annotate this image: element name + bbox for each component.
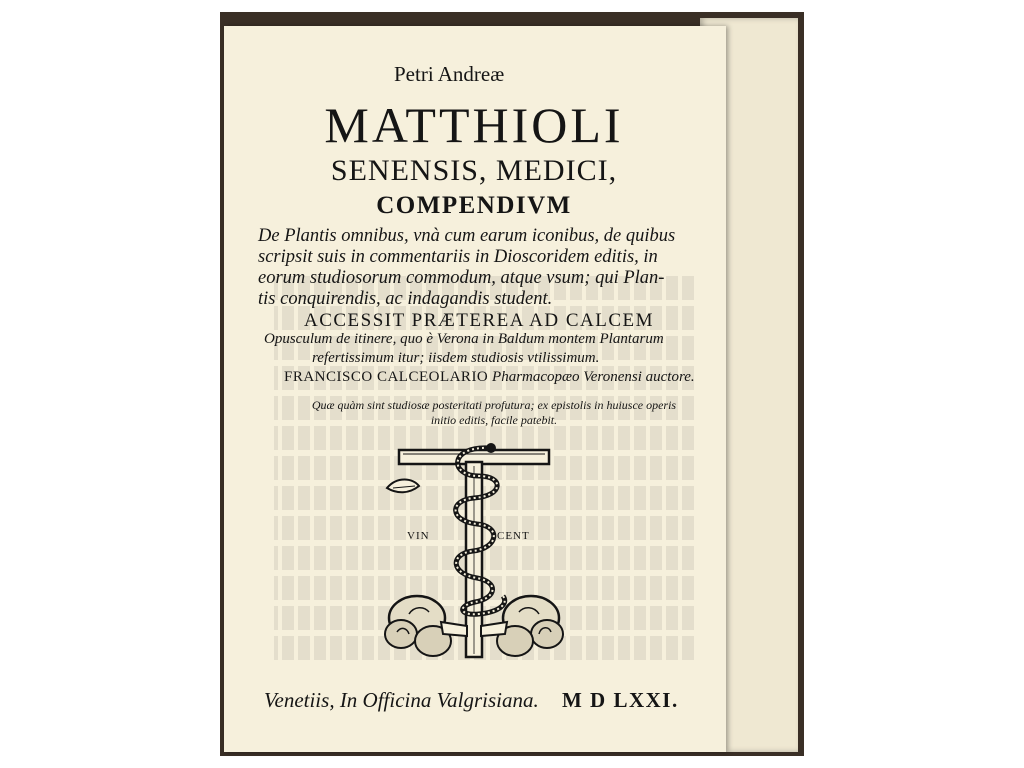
serpent-tau-cross-icon	[379, 436, 569, 666]
compendium-heading: COMPENDIVM	[376, 192, 572, 219]
note-line: Quæ quàm sint studiosæ posteritati profutura; ex epistolis in huiusce operis	[311, 398, 677, 412]
description-line: scripsit suis in commentariis in Dioscoridem editis, in	[258, 247, 658, 267]
auctor-line	[284, 369, 704, 386]
imprint-line	[264, 688, 704, 713]
title-page	[224, 26, 726, 752]
auctor-role: Pharmacopæo Veronensi auctore.	[492, 369, 695, 385]
auctor-name: FRANCISCO CALCEOLARIO	[284, 369, 489, 385]
imprint-place: Venetiis, In Officina Valgrisiana.	[264, 688, 539, 712]
author-line: Petri Andreæ	[394, 62, 505, 86]
opusculum-block	[264, 330, 704, 368]
note-block	[284, 398, 704, 428]
description-line: tis conquirendis, ac indagandis student.	[258, 289, 553, 309]
opusculum-line: refertissimum itur; iisdem studiosis vtilissimum.	[312, 350, 600, 366]
opusculum-line: Opusculum de itinere, quo è Verona in Baldum montem Plantarum	[264, 331, 664, 347]
description-block	[258, 226, 698, 310]
emblem-motto-right: CENT	[497, 530, 530, 542]
description-line: De Plantis omnibus, vnà cum earum iconibus, de quibus	[258, 226, 676, 246]
accessit-heading: ACCESSIT PRÆTEREA AD CALCEM	[303, 310, 654, 331]
printers-device-emblem	[379, 436, 569, 666]
emblem-motto-left: VIN	[407, 530, 430, 542]
description-line: eorum studiosorum commodum, atque vsum; qui Plan-	[258, 268, 665, 288]
subtitle: SENENSIS, MEDICI,	[330, 154, 618, 187]
imprint-year: M D LXXI.	[561, 688, 679, 712]
main-title: MATTHIOLI	[324, 97, 624, 153]
note-line: initio editis, facile patebit.	[430, 413, 558, 427]
